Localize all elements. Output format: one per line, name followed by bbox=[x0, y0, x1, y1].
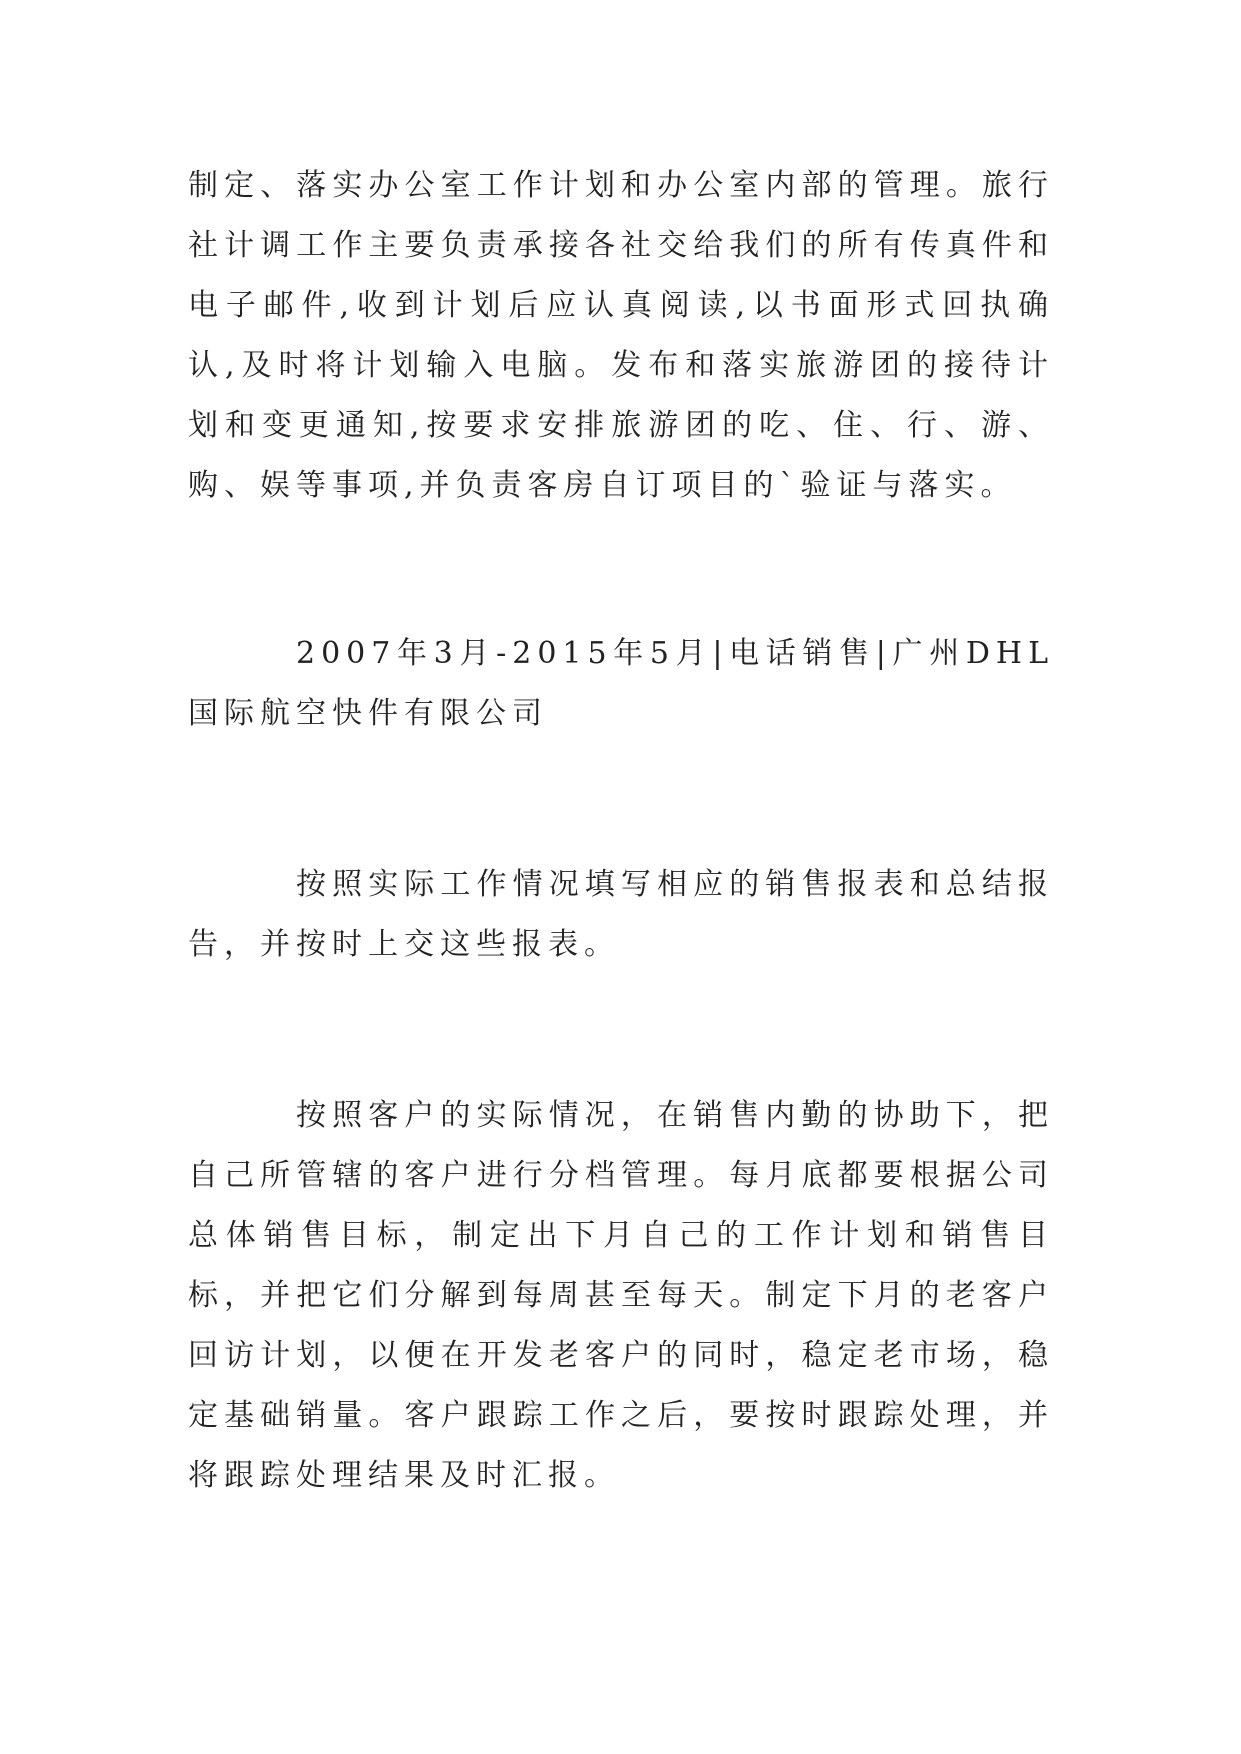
paragraph-customer-management: 按照客户的实际情况，在销售内勤的协助下，把自己所管辖的客户进行分档管理。每月底都要根据公司总体销售目标，制定出下月自己的工作计划和销售目标，并把它们分解到每周甚至每天。制定下月的老客户回访计划，以便在开发老客户的同时，稳定老市场，稳定基础销量。客户跟踪工作之后，要按时跟踪处理，并将跟踪处理结果及时汇报。 bbox=[188, 1098, 1054, 1493]
paragraph-job-entry-heading: 2007年3月-2015年5月|电话销售|广州DHL国际航空快件有限公司 bbox=[188, 636, 1054, 731]
paragraph-sales-reports: 按照实际工作情况填写相应的销售报表和总结报告，并按时上交这些报表。 bbox=[188, 867, 1054, 962]
paragraph-office-duties: 制定、落实办公室工作计划和办公室内部的管理。旅行社计调工作主要负责承接各社交给我们的所有传真件和电子邮件,收到计划后应认真阅读,以书面形式回执确认,及时将计划输入电脑。发布和落实旅游团的接待计划和变更通知,按要求安排旅游团的吃、住、行、游、购、娱等事项,并负责客房自订项目的`验证与落实。 bbox=[188, 168, 1054, 503]
